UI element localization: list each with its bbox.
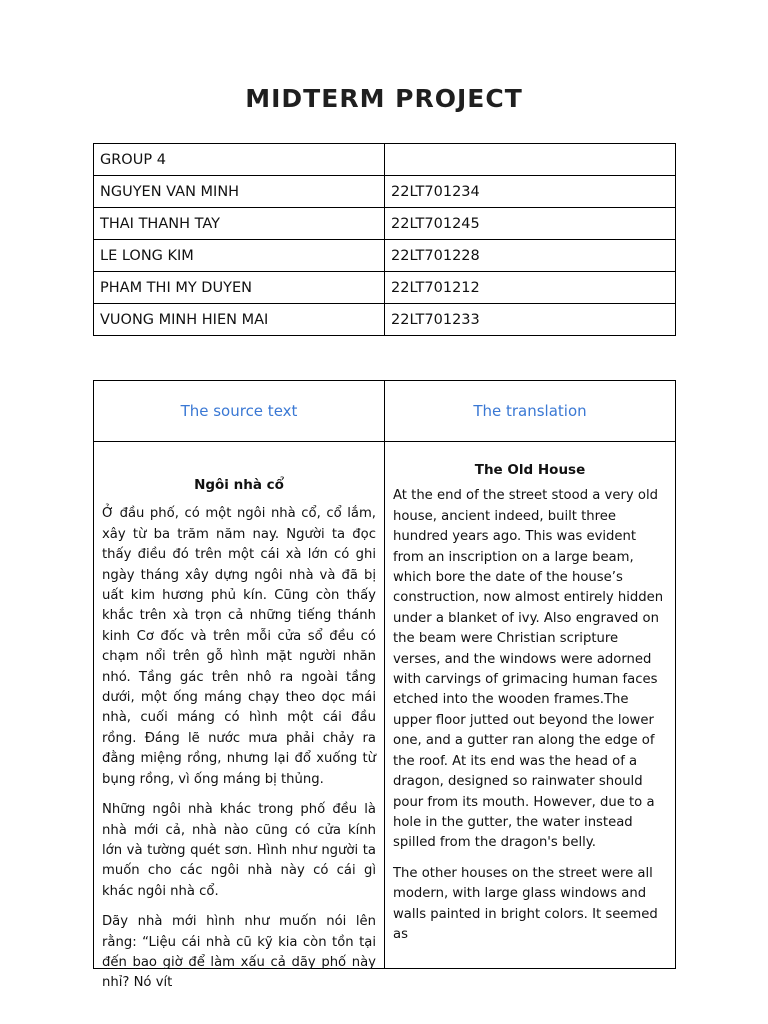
member-name: LE LONG KIM	[94, 240, 385, 272]
table-header-row	[94, 381, 676, 442]
member-name: THAI THANH TAY	[94, 208, 385, 240]
table-row	[94, 442, 676, 969]
translation-paragraph: The other houses on the street were all modern, with large glass windows and walls painted in bright colors. It seemed as	[393, 865, 658, 942]
member-id: 22LT701233	[385, 304, 676, 336]
translation-title: The Old House	[474, 462, 586, 478]
translation-table	[93, 380, 676, 991]
table-row	[94, 304, 676, 336]
member-id	[385, 144, 676, 176]
member-name: GROUP 4	[94, 144, 385, 176]
member-id: 22LT701228	[385, 240, 676, 272]
translation-header: The translation	[385, 381, 676, 442]
source-header: The source text	[94, 381, 385, 442]
table-row	[94, 208, 676, 240]
translation-paragraph: At the end of the street stood a very old house, ancient indeed, built three hundred years ago. This was evident from an inscription on a large beam, which bore the date of the house’s construction, now almost entirely hidden under a blanket of ivy. Also engraved on the beam were Christian scripture verses, and the windows were adorned with carvings of grimacing human faces etched into the wooden frames.The upper floor jutted out beyond the lower one, and a gutter ran along the edge of the roof. At its end was the head of a dragon, designed so rainwater should pour from its mouth. However, due to a hole in the gutter, the water instead spilled from the dragon's belly.	[393, 488, 664, 851]
member-id: 22LT701212	[385, 272, 676, 304]
member-id: 22LT701245	[385, 208, 676, 240]
member-name: PHAM THI MY DUYEN	[94, 272, 385, 304]
table-row	[94, 240, 676, 272]
translation-cell	[385, 442, 676, 969]
member-id: 22LT701234	[385, 176, 676, 208]
source-paragraph: Dãy nhà mới hình như muốn nói lên rằng: “Liệu cái nhà cũ kỹ kia còn tồn tại đến bao giờ để làm xấu cả dãy phố này nhỉ? Nó vít	[102, 914, 376, 991]
source-paragraph: Những ngôi nhà khác trong phố đều là nhà mới cả, nhà nào cũng có cửa kính lớn và tường quét sơn. Hình như người ta muốn cho các ngôi nhà này có cái gì khác ngôi nhà cổ.	[102, 802, 376, 899]
source-cell	[94, 442, 385, 991]
member-name: VUONG MINH HIEN MAI	[94, 304, 385, 336]
table-row	[94, 272, 676, 304]
source-paragraph: Ở đầu phố, có một ngôi nhà cổ, cổ lắm, xây từ ba trăm năm nay. Người ta đọc thấy điều đó trên một cái xà lớn có ghi ngày tháng xây dựng ngôi nhà và đã bị uất kim hương phủ kín. Cũng còn thấy khắc trên xà trọn cả những tiếng thánh kinh Cơ đốc và trên mỗi cửa sổ đều có chạm nổi trên gỗ hình mặt người nhăn nhó. Tầng gác trên nhô ra ngoài tầng dưới, một ống máng chạy theo dọc mái nhà, cuối máng có hình một cái đầu rồng. Đáng lẽ nước mưa phải chảy ra đằng miệng rồng, nhưng lại đổ xuống từ bụng rồng, vì ống máng bị thủng.	[102, 506, 376, 787]
table-row	[94, 144, 676, 176]
page-title: MIDTERM PROJECT	[245, 84, 523, 113]
members-table	[93, 143, 676, 336]
member-name: NGUYEN VAN MINH	[94, 176, 385, 208]
table-row	[94, 176, 676, 208]
source-title: Ngôi nhà cổ	[194, 477, 284, 493]
